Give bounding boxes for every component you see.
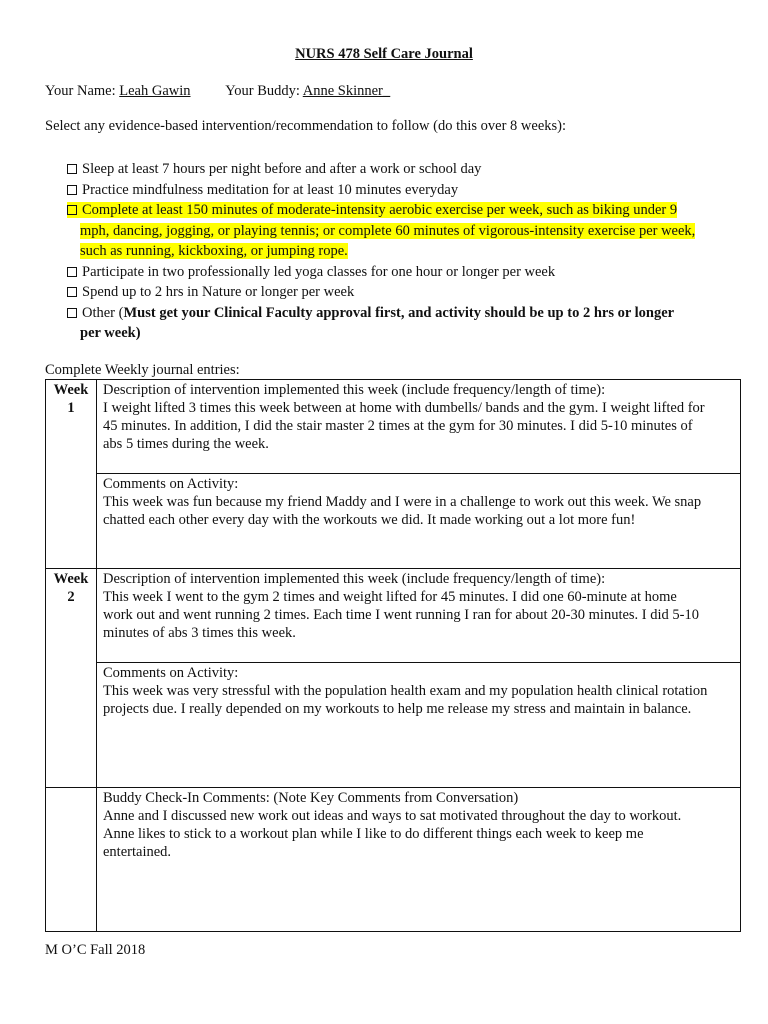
- description-heading: Description of intervention implemented this week (include frequency/length of time):: [103, 382, 606, 398]
- buddy-checkin-text: Anne and I discussed new work out ideas and ways to sat motivated throughout the day to workout.: [103, 808, 682, 824]
- comments-text: This week was fun because my friend Maddy and I were in a challenge to work out this week. We snap: [103, 494, 702, 510]
- option-label: Other (: [82, 304, 124, 321]
- option-other: [67, 303, 722, 344]
- your-name-label: Your Name:: [45, 83, 116, 99]
- name-line: [45, 83, 390, 100]
- option-sleep: [67, 159, 722, 180]
- checkbox-icon[interactable]: [67, 308, 77, 318]
- description-cell[interactable]: [97, 380, 741, 474]
- option-label: Participate in two professionally led yoga classes for one hour or longer per week: [82, 263, 556, 280]
- option-label: Sleep at least 7 hours per night before and after a work or school day: [82, 161, 482, 177]
- description-heading: Description of intervention implemented this week (include frequency/length of time):: [103, 571, 606, 587]
- table-row: [46, 569, 741, 663]
- checkbox-icon[interactable]: [67, 164, 77, 174]
- page-title: NURS 478 Self Care Journal: [295, 46, 473, 62]
- comments-heading: Comments on Activity:: [103, 476, 239, 492]
- description-text: I weight lifted 3 times this week between at home with dumbells/ bands and the gym. I weight lifted for: [103, 400, 705, 416]
- buddy-label: Your Buddy:: [225, 83, 300, 99]
- buddy-checkin-cell[interactable]: [97, 788, 741, 932]
- comments-cell[interactable]: [97, 663, 741, 788]
- week-word: Week: [53, 382, 89, 398]
- week-label: [46, 569, 97, 788]
- week-number: 1: [67, 400, 75, 416]
- comments-heading: Comments on Activity:: [103, 665, 239, 681]
- option-yoga: [67, 262, 722, 283]
- option-note-cont: per week): [80, 325, 141, 341]
- footer-text: M O’C Fall 2018: [45, 942, 146, 958]
- option-nature: [67, 282, 722, 303]
- week-number: 2: [67, 589, 75, 605]
- option-label-cont: mph, dancing, jogging, or playing tennis; or complete 60 minutes of vigorous-intensity exercise per week,: [80, 222, 696, 239]
- checkbox-icon[interactable]: [67, 267, 77, 277]
- weekly-entries-label: Complete Weekly journal entries:: [45, 362, 240, 378]
- checkbox-icon[interactable]: [67, 287, 77, 297]
- table-row: [46, 380, 741, 474]
- option-label: Spend up to 2 hrs in Nature or longer per week: [82, 284, 355, 300]
- option-note: Must get your Clinical Faculty approval first, and activity should be up to 2 hrs or longer: [123, 304, 675, 321]
- description-text: work out and went running 2 times. Each time I went running I ran for about 20-30 minutes. I did 5-10: [103, 607, 699, 623]
- buddy-checkin-text: Anne likes to stick to a workout plan while I like to do different things each week to keep me: [103, 826, 644, 842]
- comments-text: projects due. I really depended on my workouts to help me release my stress and maintain in balance.: [103, 701, 692, 717]
- description-text: abs 5 times during the week.: [103, 436, 269, 452]
- week-label: [46, 380, 97, 569]
- option-label-cont: such as running, kickboxing, or jumping rope.: [80, 243, 348, 259]
- checkbox-icon[interactable]: [67, 185, 77, 195]
- table-row: [46, 474, 741, 569]
- option-aerobic-exercise: [67, 200, 722, 262]
- intervention-options: [67, 159, 722, 344]
- option-label: Practice mindfulness meditation for at least 10 minutes everyday: [82, 181, 459, 198]
- week-word: Week: [53, 571, 89, 587]
- buddy-checkin-text: entertained.: [103, 844, 172, 860]
- option-mindfulness: [67, 180, 722, 201]
- description-cell[interactable]: [97, 569, 741, 663]
- description-text: 45 minutes. In addition, I did the stair master 2 times at the gym for 30 minutes. I did 5-10 minutes of: [103, 418, 693, 434]
- comments-text: chatted each other every day with the workouts we did. It made working out a lot more fun!: [103, 512, 636, 528]
- description-text: minutes of abs 3 times this week.: [103, 625, 296, 641]
- checkbox-icon[interactable]: [67, 205, 77, 215]
- journal-table: [45, 379, 741, 932]
- table-row: [46, 663, 741, 788]
- option-label: Complete at least 150 minutes of moderate-intensity aerobic exercise per week, such as biking under 9: [82, 202, 678, 218]
- your-name-value: Leah Gawin: [119, 83, 191, 99]
- table-row: [46, 788, 741, 932]
- buddy-checkin-heading: Buddy Check-In Comments: (Note Key Comments from Conversation): [103, 790, 519, 806]
- description-text: This week I went to the gym 2 times and weight lifted for 45 minutes. I did one 60-minute at home: [103, 589, 677, 605]
- buddy-name-value: Anne Skinner_: [302, 83, 391, 99]
- buddy-week-cell: [46, 788, 97, 932]
- comments-text: This week was very stressful with the population health exam and my population health clinical rotation: [103, 683, 708, 699]
- select-instruction: Select any evidence-based intervention/recommendation to follow (do this over 8 weeks):: [45, 118, 567, 134]
- comments-cell[interactable]: [97, 474, 741, 569]
